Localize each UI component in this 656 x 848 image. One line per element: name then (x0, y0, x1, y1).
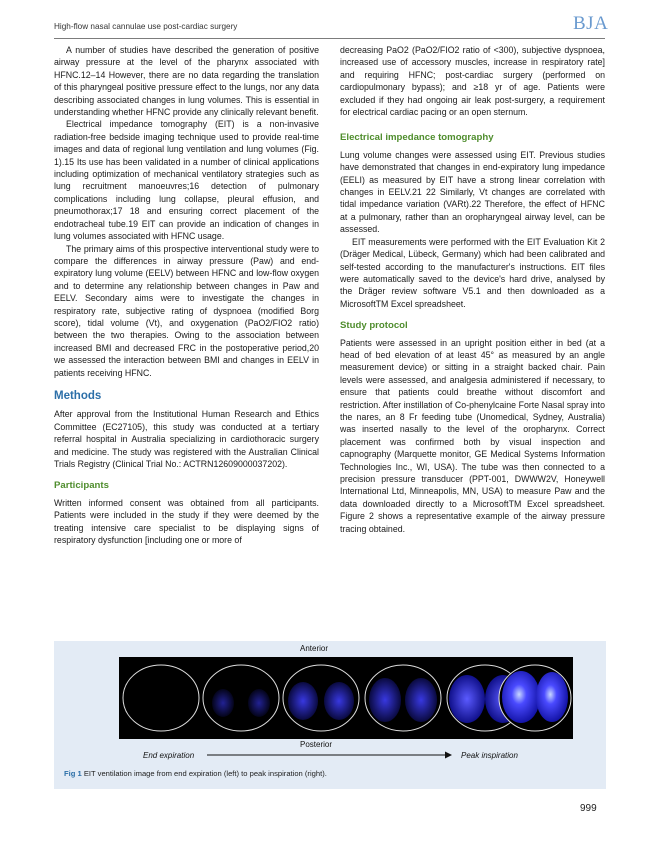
time-arrow (207, 750, 452, 760)
figure-1 (54, 641, 606, 789)
eit-paragraph-2: EIT measurements were performed with the EIT Evaluation Kit 2 (Dräger Medical, Lübeck, Germany) which had been calibrated and self-tested according to the manufacturer's instructions. EIT files were automatically saved to the device's hard drive, analysed by the Dräger review software V5.1 and then downloaded as a MicrosoftTM Excel spreadsheet. (340, 236, 605, 309)
running-title: High-flow nasal cannulae use post-cardiac surgery (54, 22, 238, 31)
intro-paragraph-1: A number of studies have described the generation of positive airway pressure at the level of the pharynx associated with HFNC.12–14 However, there are no data regarding the translation of this pharyngeal positive pressure effect to the lungs, nor any data describing associated changes in lung volumes. This is essential in understanding whether HFNC provide any clinically relevant benefit. (54, 45, 319, 118)
anterior-label: Anterior (300, 644, 329, 653)
participants-continuation: decreasing PaO2 (PaO2/FIO2 ratio of <300), subjective dyspnoea, increased use of accessory muscles, increase in respiratory rate] and requiring HFNC; post-cardiac surgery (performed on cardiopulmonary bypass); and ≥18 yr of age. Patients were excluded if they had ongoing air leak post-surgery, a requirement for electrical cardiac pacing or an open sternum. (340, 45, 605, 118)
header-rule (54, 38, 605, 39)
journal-logo: BJA (573, 13, 609, 34)
eit-frame-1 (123, 665, 199, 731)
methods-paragraph: After approval from the Institutional Human Research and Ethics Committee (EC27105), this study was conducted at a tertiary referral hospital in Australia specializing in cardiothoracic surgery and medicine. The study was registered with the Australian Clinical Trials Registry (Clinical Trial No.: ACTRN12609000037202). (54, 409, 319, 469)
page-number: 999 (580, 803, 597, 814)
eit-frame-3 (283, 665, 359, 731)
methods-heading: Methods (54, 389, 102, 402)
figure-caption-text: EIT ventilation image from end expiration (left) to peak inspiration (right). (83, 769, 327, 778)
participants-heading: Participants (54, 480, 109, 492)
participants-paragraph: Written informed consent was obtained from all participants. Patients were included in the study if they were deemed by the treating intensive care specialist to be displaying signs of respiratory dysfunction [including one or more of (54, 497, 319, 546)
end-expiration-label: End expiration (143, 751, 195, 760)
figure-caption (64, 769, 327, 778)
eit-image-strip (119, 657, 573, 739)
right-column (340, 44, 605, 535)
eit-frame-2 (203, 665, 279, 731)
eit-paragraph-1: Lung volume changes were assessed using EIT. Previous studies have demonstrated that changes in end-expiratory lung impedance (EELI) as measured by EIT have a strong linear correlation with changes in EELV.21 22 Similarly, Vt changes are correlated with tidal impedance variation (VARt).22 Therefore, the effect of HFNC at a pulmonary, rather than an oropharyngeal airway level, can be assessed. (340, 149, 605, 235)
figure-caption-label: Fig 1 (64, 769, 82, 778)
eit-image-sequence (119, 657, 573, 739)
eit-heading: Electrical impedance tomography (340, 132, 494, 144)
posterior-label: Posterior (300, 740, 333, 749)
eit-frame-6 (499, 665, 571, 731)
left-column (54, 44, 319, 546)
peak-inspiration-label: Peak inspiration (461, 751, 518, 760)
study-protocol-heading: Study protocol (340, 320, 408, 332)
study-protocol-paragraph: Patients were assessed in an upright position either in bed (at a head of bed elevation of at least 45° as measured by an angle measurement device) or sitting in a straight backed chair. Pain levels were assessed, and analgesia administered if necessary, to ensure that patients could breathe without discomfort and restriction. After instillation of Co-phenylcaine Forte Nasal spray into the nares, an 8 Fr feeding tube (Unomedical, Sydney, Australia) was inserted nasally to the level of the oropharynx. Correct placement was confirmed both by visual inspection and capnography (Marquette monitor, GE Medical Systems Information Technologies Inc., WI, USA). The tube was then connected to a precision pressure transducer (PPT-001, DWWW2V, Honeywell International Ltd, Minneapolis, MN, USA) to measure Paw and the data downloaded directly to a MicrosoftTM Excel spreadsheet. Figure 2 shows a representative example of the airway pressure tracing obtained. (340, 337, 605, 534)
eit-frame-4 (365, 665, 441, 731)
intro-paragraph-3: The primary aims of this prospective interventional study were to compare the differences in airway pressure (Paw) and end-expiratory lung volume (EELV) between HFNC and low-flow oxygen and to determine any relationship between changes in Paw and EELV. Secondary aims were to investigate the changes in respiratory rate, subjective rating of dyspnoea (modified Borg score), tidal volume (Vt), and oxygenation (PaO2/FIO2 ratio) between the two therapies. Owing to the association between increased BMI and decreased FRC in the postoperative period,20 we assessed the interaction between BMI and changes in EELV in patients receiving HFNC. (54, 243, 319, 378)
intro-paragraph-2: Electrical impedance tomography (EIT) is a non-invasive radiation-free bedside imaging technique used to provide real-time images and data of regional lung ventilation and lung volumes (Fig. 1).15 Its use has been validated in a number of clinical applications including optimization of mechanical ventilatory strategies such as lung recruitment manoeuvres;16 detection of pulmonary complications including lung collapse, pleural effusion, and pneumothorax;17 18 and ensuring correct placement of the endotracheal tube.19 EIT can provide an indication of changes in lung volumes associated with HFNC usage. (54, 119, 319, 242)
